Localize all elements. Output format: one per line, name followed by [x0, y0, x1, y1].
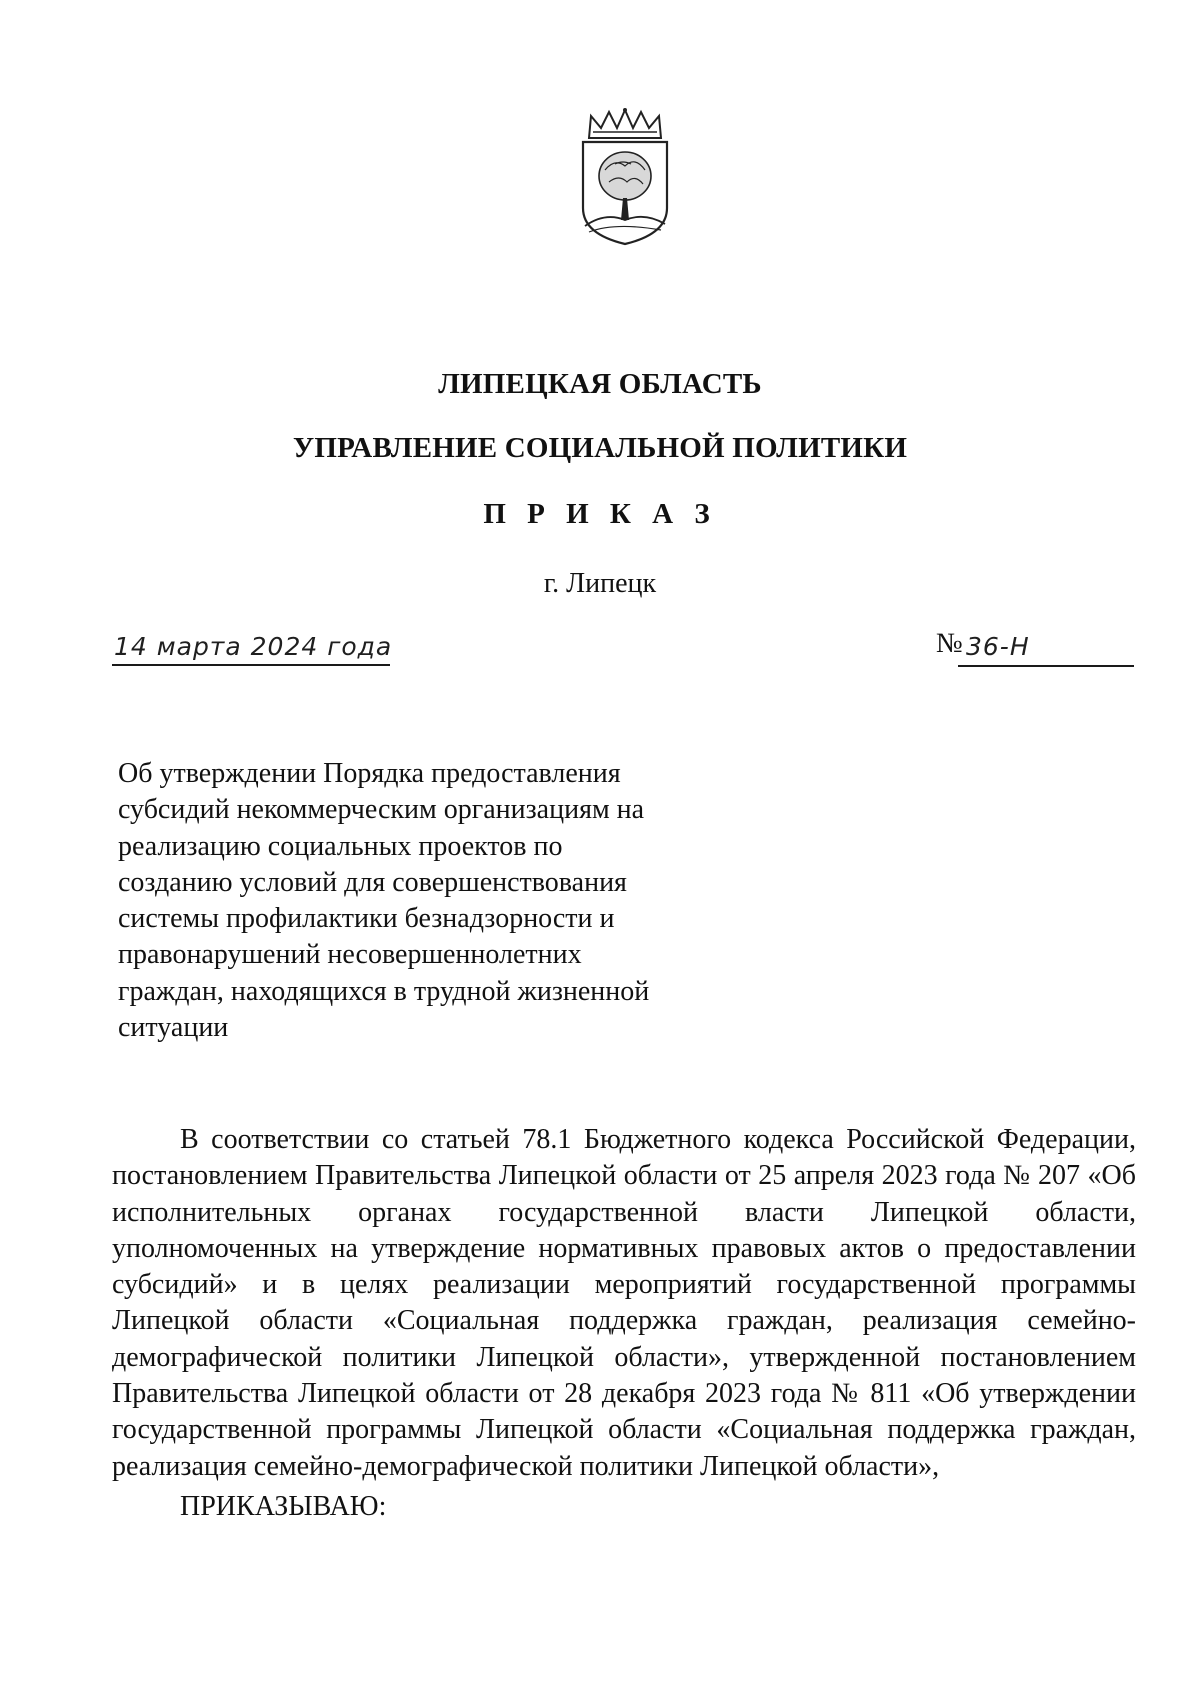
- department-title: УПРАВЛЕНИЕ СОЦИАЛЬНОЙ ПОЛИТИКИ: [292, 432, 908, 464]
- region-title: ЛИПЕЦКАЯ ОБЛАСТЬ: [438, 368, 762, 400]
- subject-line: граждан, находящихся в трудной жизненной: [118, 975, 650, 1007]
- subject-line: системы профилактики безнадзорности и: [118, 903, 615, 935]
- order-directive: ПРИКАЗЫВАЮ:: [180, 1491, 387, 1522]
- number-sign: №: [936, 628, 963, 659]
- document-type-title: П Р И К А З: [483, 498, 717, 530]
- preamble-paragraph: В соответствии со статьей 78.1 Бюджетного кодекса Российской Федерации, постановлением Правительства Липецкой области от 25 апреля 2023 года № 207 «Об исполнительных органах государственной власти Липецкой области, уполномоченных на утверждение нормативных правовых актов о предоставлении субсидий» и в целях реализации мероприятий государственной программы Липецкой области «Социальная поддержка граждан, реализация семейно-демографической политики Липецкой области», утвержденной постановлением Правительства Липецкой области от 28 декабря 2023 года № 811 «Об утверждении государственной программы Липецкой области «Социальная поддержка граждан, реализация семейно-демографической политики Липецкой области»,: [112, 1124, 1136, 1482]
- city-label: г. Липецк: [543, 568, 657, 599]
- handwritten-date: 14 марта 2024 года: [114, 632, 393, 661]
- date-field: [112, 630, 393, 666]
- document-subject: [118, 756, 718, 1046]
- subject-line: субсидий некоммерческим организациям на: [118, 794, 645, 826]
- subject-line: ситуации: [118, 1012, 229, 1044]
- subject-line: созданию условий для совершенствования: [118, 866, 627, 898]
- lipetsk-coat-of-arms-icon: [575, 108, 675, 248]
- subject-line: Об утверждении Порядка предоставления: [118, 758, 621, 789]
- subject-line: правонарушений несовершеннолетних: [118, 939, 582, 971]
- handwritten-number: 36-Н: [966, 632, 1030, 661]
- subject-line: реализацию социальных проектов по: [118, 830, 563, 862]
- number-field: [958, 632, 1134, 667]
